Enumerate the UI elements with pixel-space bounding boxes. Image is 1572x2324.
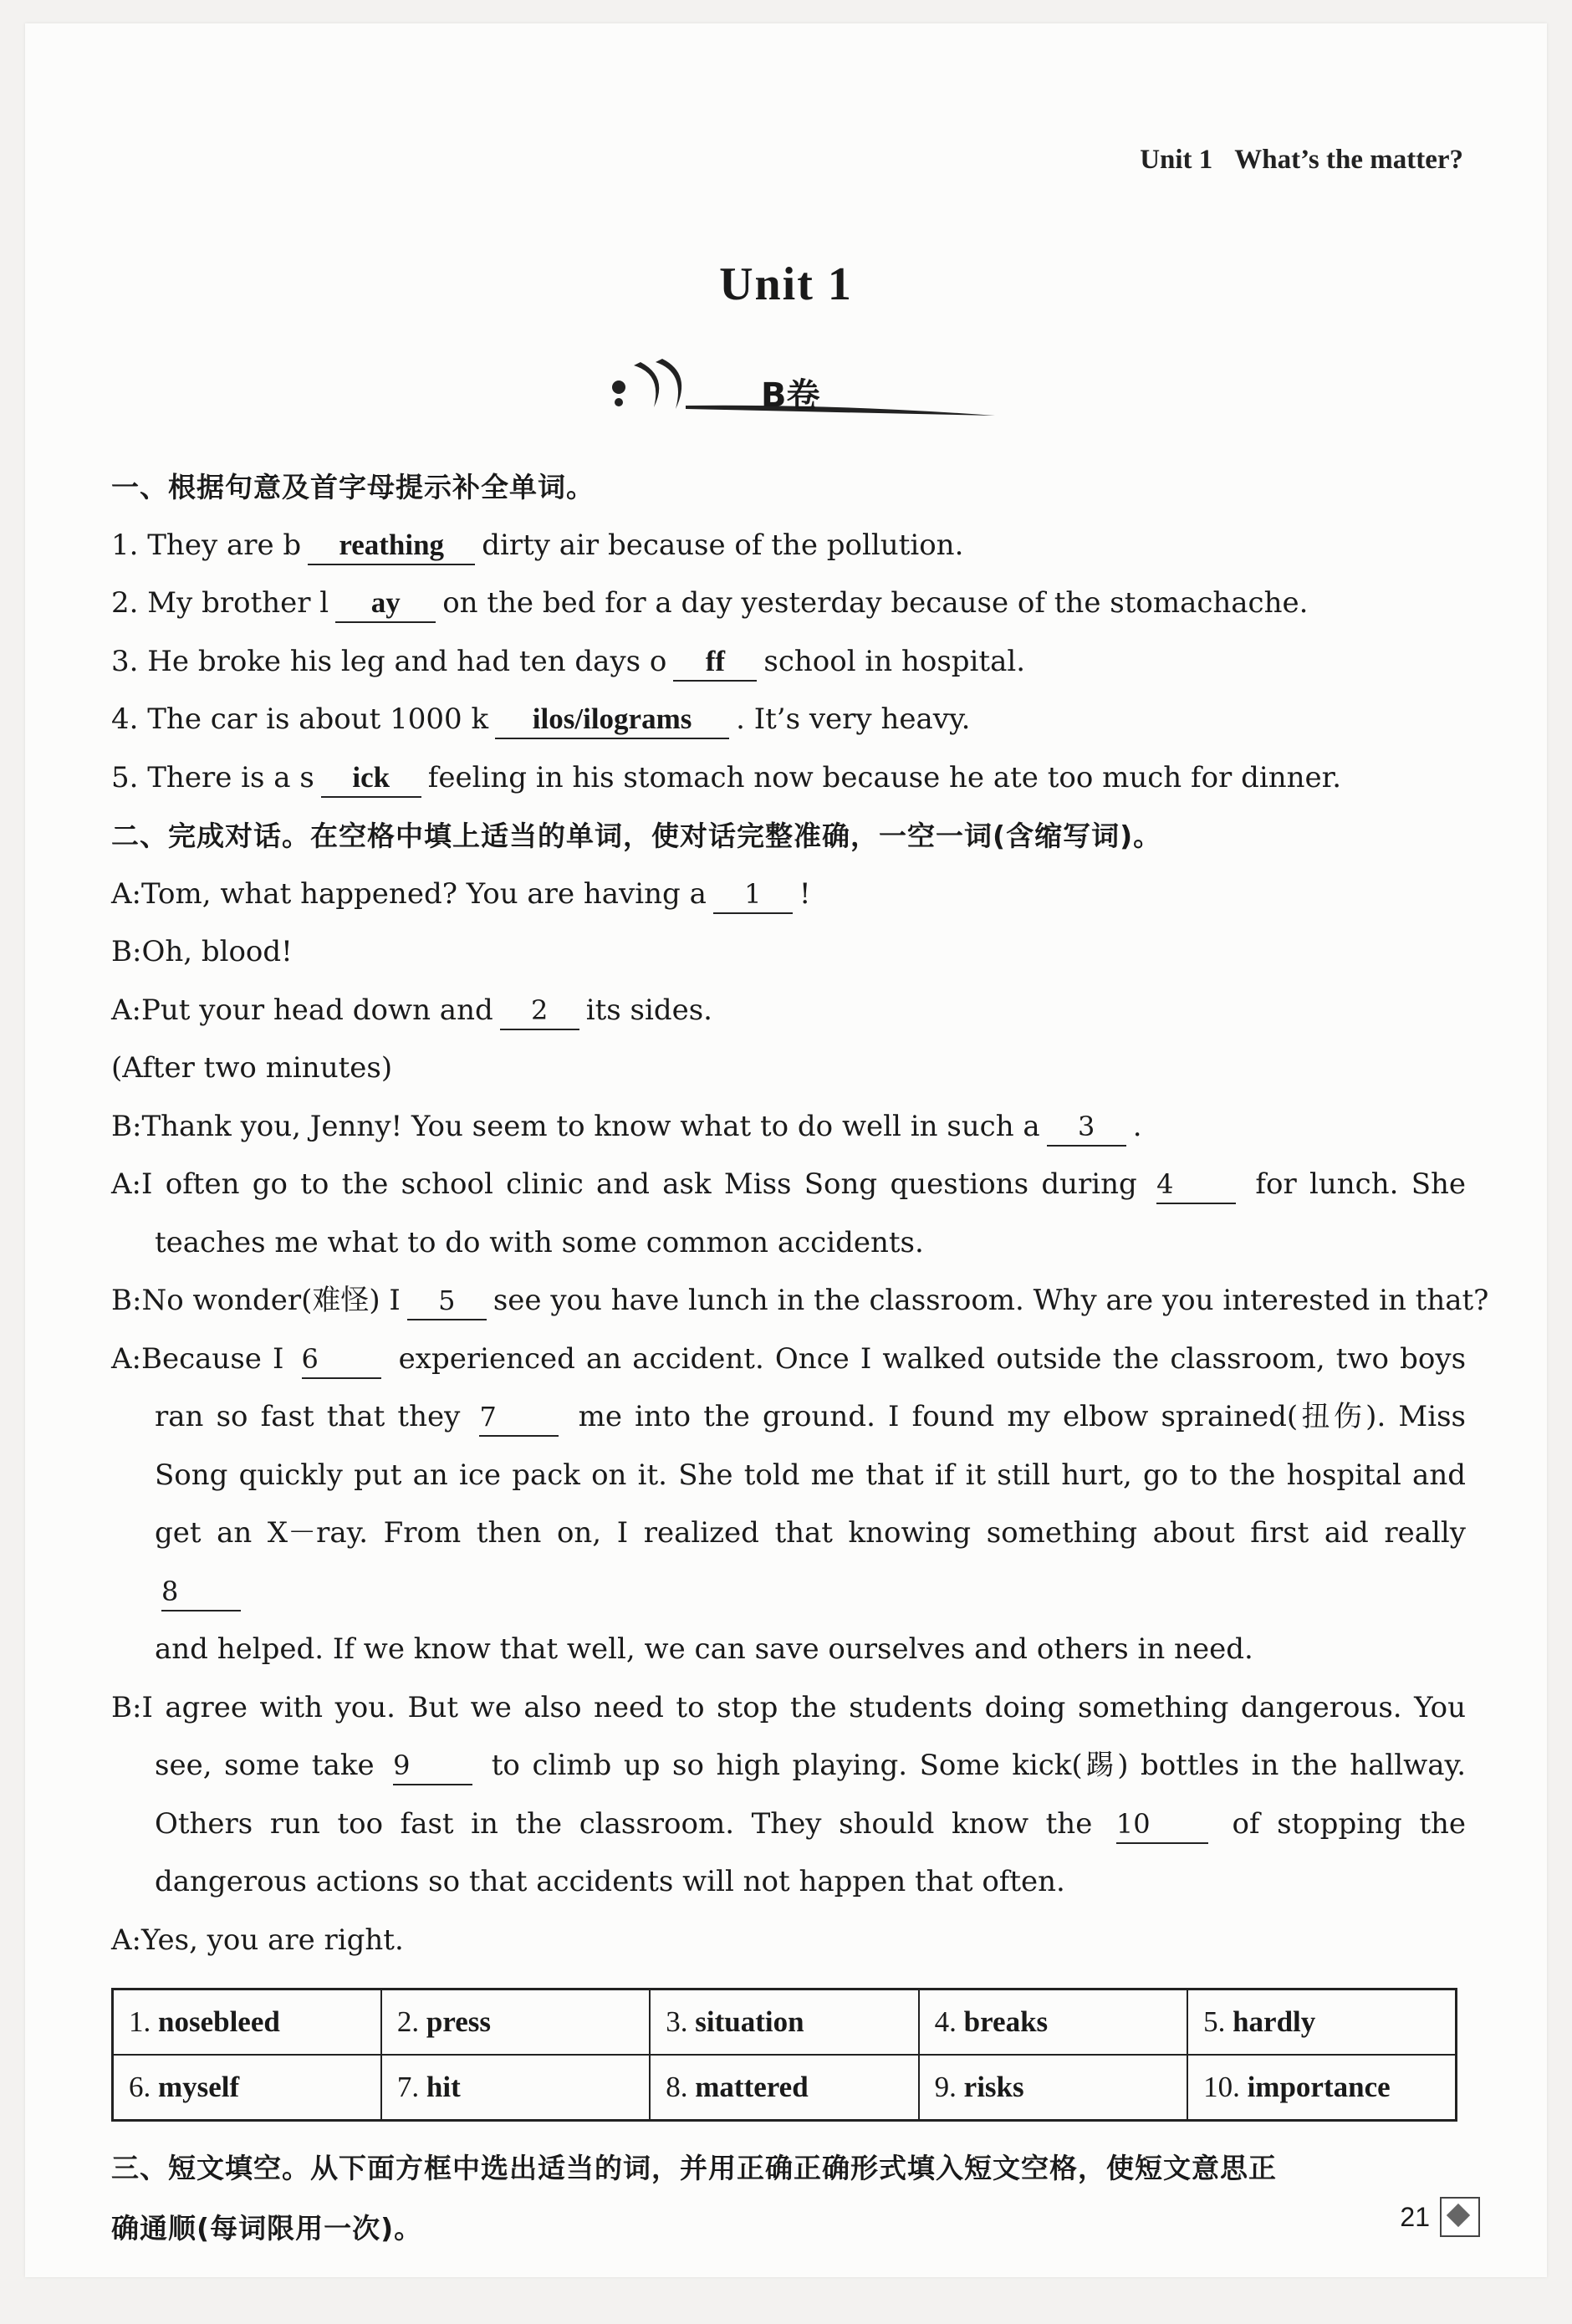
answer-number: 9.	[934, 2071, 957, 2104]
answer-number: 1.	[129, 2005, 151, 2039]
part3-heading-line: 三、短文填空。从下面方框中选出适当的词，并用正确正确形式填入短文空格，使短文意思正	[111, 2152, 1277, 2184]
dialogue-text: me into the ground. I found my elbow sprained(扭伤). Miss	[578, 1400, 1466, 1433]
answer-number: 2.	[396, 2005, 420, 2039]
dialogue-text: Others run too fast in the classroom. They should know the	[155, 1806, 1093, 1841]
blank-number: 5	[407, 1282, 487, 1320]
question-2	[111, 575, 1466, 633]
blank-number: 9	[393, 1747, 472, 1785]
page-footer	[1400, 2197, 1480, 2237]
answer-cell	[650, 2055, 918, 2121]
diamond-emblem-icon	[1440, 2197, 1480, 2237]
dialogue-line	[111, 982, 1466, 1040]
dialogue-text: to climb up so high playing. Some kick(踢) bottles in the hallway.	[491, 1749, 1466, 1782]
question-text: school in hospital.	[763, 644, 1026, 678]
answer-cell	[113, 1989, 381, 2056]
blank-number: 8	[161, 1573, 241, 1611]
answer-number: 4.	[934, 2005, 957, 2039]
question-text: feeling in his stomach now because he ate too much for dinner.	[427, 760, 1341, 794]
blank-number: 1	[713, 876, 793, 914]
dialogue-line	[111, 866, 1466, 924]
part3-heading	[111, 2138, 1466, 2259]
dialogue-line	[111, 1388, 1466, 1447]
dialogue-text: B:No wonder(难怪) I	[111, 1284, 401, 1317]
blank-number: 4	[1156, 1166, 1236, 1204]
answer-cell	[1187, 2055, 1456, 2121]
answer-cell	[381, 1989, 650, 2056]
table-row	[113, 2055, 1457, 2121]
answer-word: hardly	[1233, 2005, 1316, 2039]
answer-word: hit	[426, 2071, 461, 2104]
dialogue-text: see, some take	[155, 1749, 375, 1782]
question-text: 4. The car is about 1000 k	[111, 702, 489, 736]
answer-number: 6.	[129, 2071, 151, 2104]
question-3	[111, 633, 1466, 692]
answer-blank: reathing	[308, 527, 475, 565]
question-text: . It’s very heavy.	[736, 702, 971, 736]
answer-word: press	[426, 2005, 492, 2039]
question-5	[111, 749, 1466, 808]
answer-word: risks	[963, 2071, 1024, 2104]
dialogue-text: get an X－ray. From then on, I realized that knowing something about first aid really	[155, 1516, 1466, 1550]
question-text: on the bed for a day yesterday because of the stomachache.	[442, 586, 1309, 620]
section-badge	[585, 354, 1003, 429]
blank-number: 3	[1047, 1108, 1126, 1147]
question-text: 3. He broke his leg and had ten days o	[111, 644, 667, 678]
dialogue-line: B:Oh, blood!	[111, 935, 293, 968]
answer-blank: ilos/ilograms	[495, 701, 729, 739]
dialogue-line: A:Yes, you are right.	[111, 1923, 404, 1957]
unit-title: Unit 1	[719, 258, 853, 310]
answer-cell	[113, 2055, 381, 2121]
answer-blank: ay	[335, 585, 436, 623]
dialogue-line: Song quickly put an ice pack on it. She told me that if it still hurt, go to the hospital and	[155, 1458, 1466, 1492]
blank-number: 2	[500, 992, 579, 1030]
dialogue-line: and helped. If we know that well, we can save ourselves and others in need.	[155, 1632, 1253, 1666]
workbook-page	[25, 23, 1547, 2277]
answer-word: importance	[1247, 2071, 1391, 2104]
part1-heading: 一、根据句意及首字母提示补全单词。	[111, 471, 595, 503]
question-text: dirty air because of the pollution.	[482, 528, 964, 562]
question-4	[111, 691, 1466, 749]
dialogue-line: B:I agree with you. But we also need to stop the students doing something dangerous. You	[111, 1690, 1466, 1724]
answer-cell	[919, 1989, 1187, 2056]
dialogue-line	[111, 1795, 1466, 1854]
dialogue-text: A:I often go to the school clinic and ask Miss Song questions during	[111, 1167, 1137, 1201]
dialogue-line	[111, 1272, 1489, 1331]
dialogue-text: of stopping the	[1232, 1806, 1466, 1841]
dialogue-line	[111, 1737, 1466, 1795]
answer-number: 5.	[1203, 2005, 1226, 2039]
dialogue-line	[111, 1098, 1466, 1157]
answer-number: 3.	[666, 2005, 688, 2039]
dialogue-line: (After two minutes)	[111, 1051, 393, 1085]
question-text: 1. They are b	[111, 528, 302, 562]
dialogue-line: dangerous actions so that accidents will not happen that often.	[155, 1865, 1065, 1898]
answer-cell	[1187, 1989, 1456, 2056]
answer-number: 10.	[1203, 2071, 1240, 2104]
dialogue-text: B:Thank you, Jenny! You seem to know what to do well in such a	[111, 1109, 1040, 1143]
dialogue-text: A:Tom, what happened? You are having a	[111, 876, 707, 911]
exercise-content	[111, 458, 1489, 2259]
answer-cell	[650, 1989, 918, 2056]
dialogue-text: !	[799, 876, 811, 911]
dialogue-text: .	[1132, 1109, 1142, 1143]
dialogue-line	[111, 1156, 1466, 1214]
blank-number: 6	[302, 1341, 381, 1379]
running-head-unit: Unit 1	[1140, 145, 1213, 175]
question-text: 5. There is a s	[111, 760, 314, 794]
dialogue-text: its sides.	[585, 993, 712, 1027]
section-label: B卷	[761, 376, 820, 415]
question-1	[111, 517, 1466, 575]
dialogue-line: teaches me what to do with some common accidents.	[155, 1225, 924, 1259]
dialogue-text: ran so fast that they	[155, 1400, 461, 1433]
question-text: 2. My brother l	[111, 586, 329, 620]
answer-number: 7.	[396, 2071, 420, 2104]
dialogue-text: experienced an accident. Once I walked outside the classroom, two boys	[398, 1341, 1467, 1376]
part2-heading: 二、完成对话。在空格中填上适当的单词，使对话完整准确，一空一词(含缩写词)。	[111, 820, 1162, 852]
answer-number: 8.	[666, 2071, 688, 2104]
answer-blank: ff	[673, 643, 757, 682]
dialogue-text: A:Because I	[111, 1341, 284, 1376]
page-number: 21	[1400, 2201, 1430, 2232]
answer-word: breaks	[963, 2005, 1049, 2039]
answer-word: mattered	[695, 2071, 809, 2104]
blank-number: 7	[479, 1398, 559, 1437]
answer-word: myself	[158, 2071, 240, 2104]
dialogue-line	[111, 1331, 1466, 1389]
running-head-title: What’s the matter?	[1234, 145, 1463, 175]
dialogue-text: for lunch. She	[1255, 1167, 1466, 1201]
answer-word: nosebleed	[158, 2005, 280, 2039]
table-row	[113, 1989, 1457, 2056]
answer-cell	[919, 2055, 1187, 2121]
dialogue-line	[111, 1504, 1466, 1621]
answer-key-table	[111, 1988, 1457, 2122]
part3-heading-line: 确通顺(每词限用一次)。	[111, 2212, 423, 2245]
answer-blank: ick	[321, 759, 421, 798]
dialogue-text: A:Put your head down and	[111, 993, 493, 1027]
answer-word: situation	[695, 2005, 804, 2039]
running-head	[1140, 145, 1463, 176]
blank-number: 10	[1116, 1806, 1208, 1844]
dialogue-text: see you have lunch in the classroom. Why are you interested in that?	[493, 1284, 1489, 1317]
answer-cell	[381, 2055, 650, 2121]
